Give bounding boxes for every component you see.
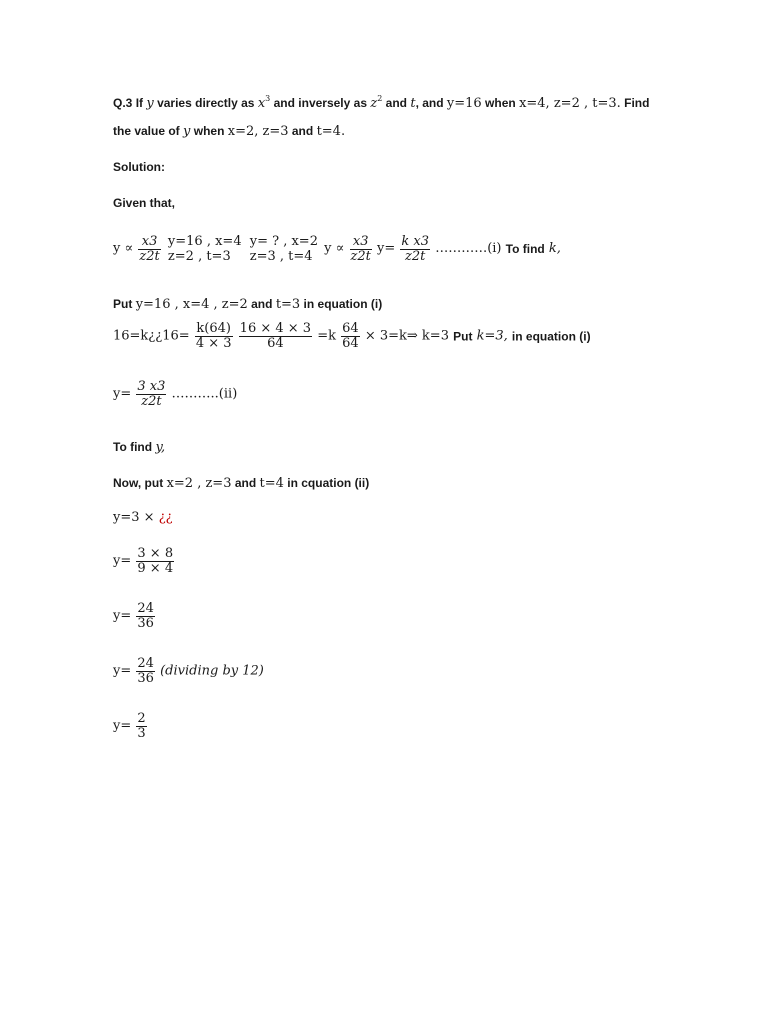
solution-label: Solution: xyxy=(113,160,165,174)
put-line-2: Now, put x=2 , z=3 and t=4 in cquation (ii) xyxy=(113,476,370,491)
k-fraction: $\frac{\text{k x3}}{z2t}$ xyxy=(401,233,430,264)
step-1-equation: 16=k¿¿16= $\frac{k(64)}{4 \times 3}$ $\frac{16 \times 4 \times 3}{64}$ =k $\frac{64}{64}$ × 3=k⇒ k=3 Put k=3, in equation (i) xyxy=(113,321,591,351)
given-label: Given that, xyxy=(113,196,176,210)
given-values-2: y= ? , x=2 z=3 , t=4 xyxy=(249,234,318,264)
step-s4: y= $\frac{24}{36}$ (dividing by 12) xyxy=(113,656,264,686)
step-s5-result: y= $\frac{2}{3}$ xyxy=(113,711,146,741)
equation-ii: y= $\frac{3 x3}{z2t}$ ………..(ii) xyxy=(113,379,238,409)
question-line-2: the value of y when x=2, z=3 and t=4. xyxy=(113,124,346,139)
put-line-1: Put y=16 , x=4 , z=2 and t=3 in equation (i) xyxy=(113,297,383,312)
step-s3: y= $\frac{24}{36}$ xyxy=(113,601,154,631)
question-label: Q.3 xyxy=(113,96,133,110)
question-line-1: Q.3 If y varies directly as $x^3$ and inversely as $z^2$ and t, and y=16 when x=4, z=2 , t=3. Find xyxy=(113,94,650,111)
to-find-y: To find y, xyxy=(113,440,166,455)
given-equations: y ∝ $\frac{x3}{z2t}$ y=16 , x=4 z=2 , t=3 y= ? , x=2 z=3 , t=4 y ∝ $\frac{x3}{z2t}$ y= $\frac{\text{k x3}}{z2t}$ …………(i) To find k, xyxy=(113,233,561,264)
given-values-1: y=16 , x=4 z=2 , t=3 xyxy=(167,234,242,264)
step-s1: y=3 × ¿¿ xyxy=(113,510,173,525)
given-fraction: $\frac{x3}{z2t}$ xyxy=(139,233,160,264)
step-s2: y= $\frac{3 \times 8}{9 \times 4}$ xyxy=(113,546,174,576)
